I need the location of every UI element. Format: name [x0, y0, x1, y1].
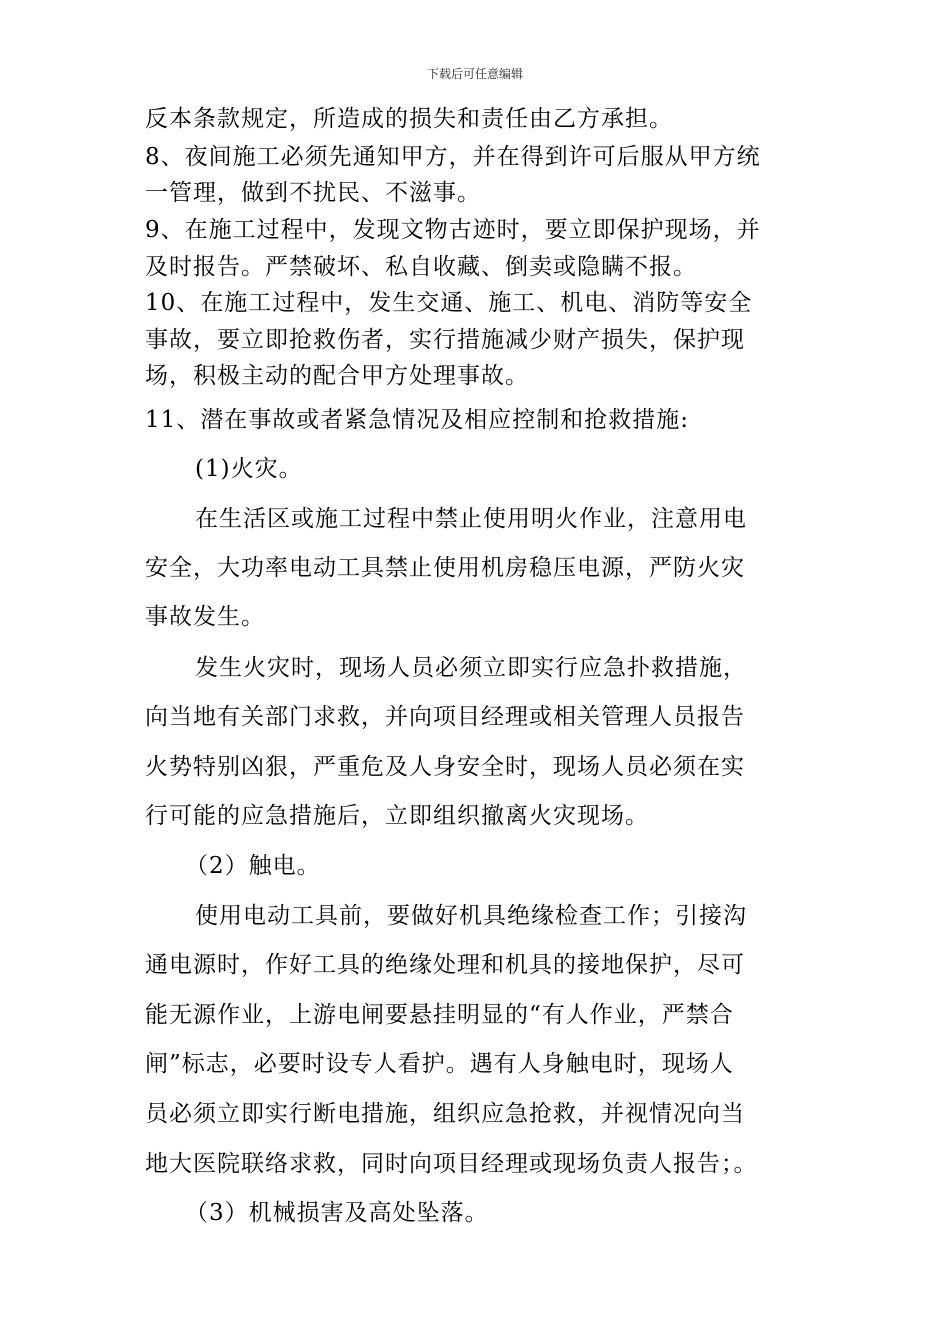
text-line: 11、潜在事故或者紧急情况及相应控制和抢救措施: — [145, 407, 690, 433]
text-line: 在生活区或施工过程中禁止使用明火作业，注意用电 — [195, 506, 747, 532]
text-line: 安全，大功率电动工具禁止使用机房稳压电源，严防火灾 — [145, 555, 745, 581]
text-line: 行可能的应急措施后，立即组织撤离火灾现场。 — [145, 803, 649, 829]
text-line: 火势特别凶狠，严重危及人身安全时，现场人员必须在实 — [145, 754, 745, 780]
text-line: 发生火灾时，现场人员必须立即实行应急扑救措施， — [195, 655, 747, 681]
text-line: 事故，要立即抢救伤者，实行措施减少财产损失，保护现 — [145, 327, 745, 353]
text-line: 8、夜间施工必须先通知甲方，并在得到许可后服从甲方统 — [145, 144, 761, 170]
text-line: 9、在施工过程中，发现文物古迹时，要立即保护现场，并 — [145, 217, 761, 243]
text-line: 能无源作业，上游电闸要悬挂明显的“有人作业，严禁合 — [145, 1002, 734, 1028]
text-line: 通电源时，作好工具的绝缘处理和机具的接地保护，尽可 — [145, 952, 745, 978]
text-line: 使用电动工具前，要做好机具绝缘检查工作；引接沟 — [195, 903, 747, 929]
list-heading: (1)火灾。 — [195, 456, 303, 482]
text-line: 闸”标志，必要时设专人看护。遇有人身触电时，现场人 — [145, 1051, 734, 1077]
text-line: 向当地有关部门求救，并向项目经理或相关管理人员报告 — [145, 704, 745, 730]
text-line: 事故发生。 — [145, 604, 265, 630]
page-header: 下载后可任意编辑 — [426, 67, 523, 81]
text-line: 场，积极主动的配合甲方处理事故。 — [145, 363, 529, 389]
list-heading: （3）机械损害及高处坠落。 — [185, 1200, 489, 1226]
text-line: 地大医院联络求救，同时向项目经理或现场负责人报告；。 — [145, 1151, 758, 1177]
text-line: 员必须立即实行断电措施，组织应急抢救，并视情况向当 — [145, 1101, 745, 1127]
text-line: 反本条款规定，所造成的损失和责任由乙方承担。 — [145, 106, 673, 132]
list-heading: （2）触电。 — [185, 853, 321, 879]
text-line: 及时报告。严禁破坏、私自收藏、倒卖或隐瞒不报。 — [145, 254, 697, 280]
text-line: 一管理，做到不扰民、不滋事。 — [145, 180, 481, 206]
text-line: 10、在施工过程中，发生交通、施工、机电、消防等安全 — [145, 290, 753, 316]
